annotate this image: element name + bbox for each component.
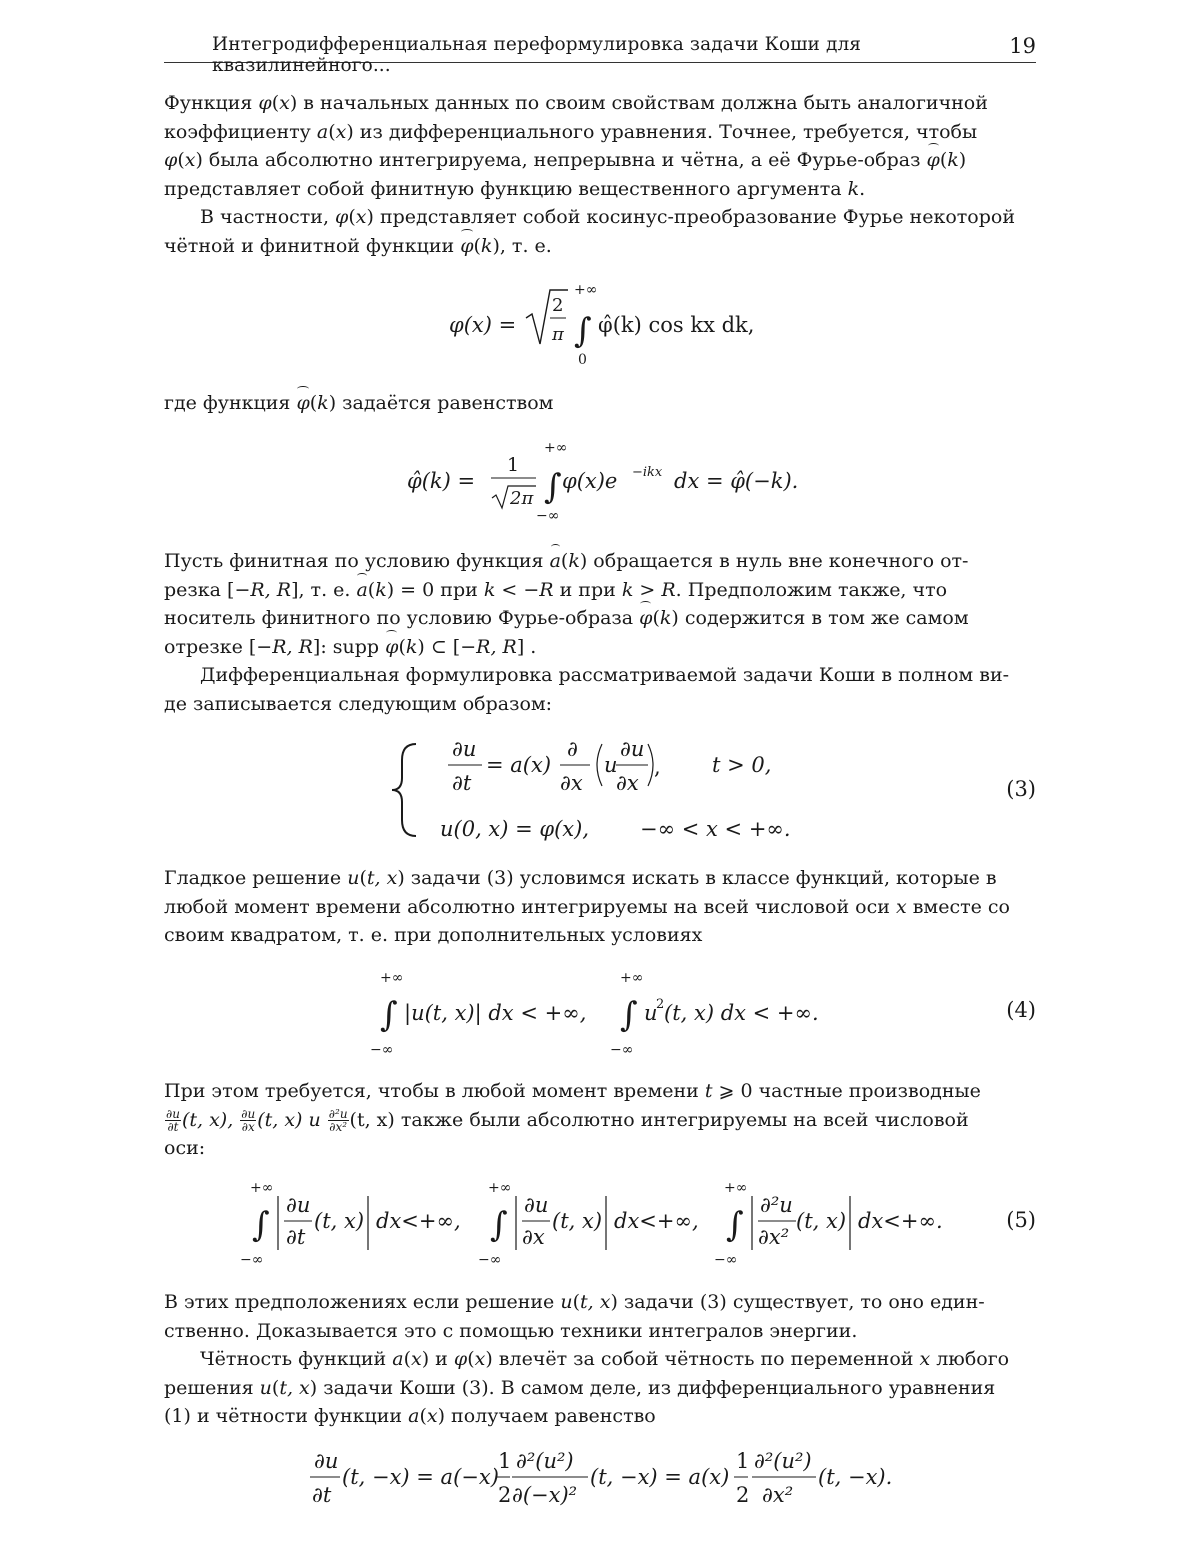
integral-sign: ∫	[490, 1205, 508, 1245]
svg-text:−∞: −∞	[478, 1252, 501, 1268]
paragraph-where: где функция φ(k) задаётся равенством	[164, 389, 1036, 418]
paragraph-smooth-solution: Гладкое решение u(t, x) задачи (3) условимся искать в классе функций, которые в любой момент времени абсолютно интегрируемы на всей числовой оси x вместе со своим квадратом, т. е. при дополнительных условиях	[164, 864, 1036, 950]
svg-text:∂x: ∂x	[560, 771, 583, 795]
svg-text:∂u: ∂u	[452, 737, 476, 761]
svg-text:∂x: ∂x	[522, 1225, 545, 1249]
svg-text:−ikx: −ikx	[632, 465, 663, 480]
svg-text:−∞: −∞	[370, 1042, 393, 1058]
page-number: 19	[1009, 34, 1036, 58]
svg-text:∂x²: ∂x²	[758, 1225, 789, 1249]
svg-text:φ̂(k) =: φ̂(k) =	[407, 469, 475, 493]
svg-text:∂x: ∂x	[616, 771, 639, 795]
svg-text:∂: ∂	[567, 737, 578, 761]
svg-text:+∞: +∞	[250, 1180, 273, 1196]
svg-text:∂²(u²): ∂²(u²)	[516, 1449, 574, 1473]
svg-text:+∞: +∞	[544, 440, 567, 456]
svg-text:∂t: ∂t	[312, 1483, 332, 1507]
svg-text:(t, x): (t, x)	[796, 1209, 846, 1233]
integral-sign: ∫	[252, 1205, 270, 1245]
svg-text:1: 1	[498, 1449, 511, 1473]
svg-text:∂(−x)²: ∂(−x)²	[512, 1483, 577, 1507]
svg-text:+∞: +∞	[488, 1180, 511, 1196]
svg-text:∂t: ∂t	[452, 771, 472, 795]
paragraph-finite-support: Пусть финитная по условию функция a(k) обращается в нуль вне конечного от- резка [−R, R], т. е. a(k) = 0 при k < −R и при k > R. Предположим также, что носитель финитного по условию Фурье-образа φ(k) содержится в том же самом отрезке [−R, R]: supp φ(k) ⊂ [−R, R] . Дифференциальная формулировка рассматриваемой задачи Коши в полном ви- де записывается следующим образом:	[164, 547, 1036, 719]
svg-text:(t, −x) = a(x): (t, −x) = a(x)	[590, 1465, 729, 1489]
svg-text:2: 2	[736, 1483, 749, 1507]
equation-4	[164, 968, 1036, 1060]
equation-evenness	[164, 1440, 1036, 1520]
equation-system-3	[164, 730, 1036, 850]
svg-text:dx<+∞,: dx<+∞,	[376, 1209, 461, 1233]
svg-text:u(0, x) = φ(x),: u(0, x) = φ(x),	[440, 817, 589, 841]
svg-text:π: π	[551, 324, 565, 345]
svg-text:∂²u: ∂²u	[760, 1193, 793, 1217]
equation-number: (3)	[1006, 777, 1036, 801]
equation-5	[164, 1178, 1036, 1270]
svg-text:−∞: −∞	[536, 508, 559, 524]
svg-text:1: 1	[507, 454, 519, 476]
svg-text:(t, −x).: (t, −x).	[818, 1465, 892, 1489]
svg-text:∂u: ∂u	[286, 1193, 310, 1217]
svg-text:−∞: −∞	[714, 1252, 737, 1268]
svg-text:,: ,	[654, 755, 661, 779]
svg-text:dx = φ̂(−k).: dx = φ̂(−k).	[674, 469, 798, 493]
integral-sign: ∫	[726, 1205, 744, 1245]
svg-text:∂²(u²): ∂²(u²)	[754, 1449, 812, 1473]
integral-term-2	[478, 1180, 699, 1268]
svg-text:t > 0,: t > 0,	[712, 753, 771, 777]
integral-sign: ∫	[620, 995, 638, 1035]
svg-text:|u(t, x)| dx < +∞,: |u(t, x)| dx < +∞,	[404, 1001, 586, 1026]
svg-text:−∞ < x < +∞.: −∞ < x < +∞.	[640, 817, 791, 841]
integral-sign: ∫	[544, 467, 562, 507]
svg-text:∂t: ∂t	[286, 1225, 306, 1249]
running-header	[164, 34, 1036, 63]
svg-text:∂u: ∂u	[314, 1449, 338, 1473]
svg-text:+∞: +∞	[724, 1180, 747, 1196]
integral-sign: ∫	[574, 311, 592, 351]
svg-text:(t, x): (t, x)	[314, 1209, 364, 1233]
svg-text:(t, x): (t, x)	[552, 1209, 602, 1233]
integral-sign: ∫	[380, 995, 398, 1035]
svg-text:2: 2	[552, 295, 563, 316]
equation-number: (4)	[1006, 998, 1036, 1022]
equation-cosine-transform	[164, 278, 1036, 370]
running-title: Интегродифференциальная переформулировка задачи Коши для квазилинейного...	[212, 34, 1036, 76]
svg-text:+∞: +∞	[380, 970, 403, 986]
paragraph-partial-derivatives: При этом требуется, чтобы в любой момент времени t ⩾ 0 частные производные ∂u ∂t (t, x), ∂u ∂x (t, x) и ∂²u ∂x² (t, x) также были абсолютно интегрируемы на всей числовой оси:	[164, 1077, 1036, 1163]
svg-text:(t, x) dx < +∞.: (t, x) dx < +∞.	[664, 1001, 819, 1025]
svg-text:∂x²: ∂x²	[762, 1483, 793, 1507]
fraction-d2u-dx2: ∂²u ∂x²	[328, 1108, 349, 1133]
svg-text:2π: 2π	[509, 488, 534, 509]
svg-text:(t, −x) = a(−x): (t, −x) = a(−x)	[342, 1465, 499, 1489]
left-brace	[392, 744, 416, 836]
svg-text:∂u: ∂u	[620, 737, 644, 761]
svg-text:2: 2	[498, 1483, 511, 1507]
svg-text:u: u	[644, 1001, 658, 1025]
svg-text:0: 0	[578, 352, 587, 368]
fraction-du-dx: ∂u ∂x	[240, 1108, 256, 1133]
svg-text:φ(x)e: φ(x)e	[562, 469, 617, 493]
equation-fourier-transform	[164, 440, 1036, 532]
svg-text:2: 2	[656, 997, 664, 1012]
svg-text:+∞: +∞	[574, 282, 597, 298]
integral-term-3	[714, 1180, 943, 1268]
paragraph-initial-data: Функция φ(x) в начальных данных по своим свойствам должна быть аналогичной коэффициенту a(x) из дифференциального уравнения. Точнее, требуется, чтобы φ(x) была абсолютно интегрируема, непрерывна и чётна, а её Фурье-образ φ(k) представляет собой финитную функцию вещественного аргумента k. В частности, φ(x) представляет собой косинус-преобразование Фурье некоторой чётной и финитной функции φ(k), т. е.	[164, 89, 1036, 261]
fraction-du-dt: ∂u ∂t	[165, 1108, 181, 1133]
svg-text:dx<+∞,: dx<+∞,	[614, 1209, 699, 1233]
svg-text:1: 1	[736, 1449, 749, 1473]
svg-text:= a(x): = a(x)	[486, 753, 551, 777]
svg-text:u: u	[604, 753, 618, 777]
equation-number: (5)	[1006, 1208, 1036, 1232]
svg-text:−∞: −∞	[240, 1252, 263, 1268]
svg-text:∂u: ∂u	[524, 1193, 548, 1217]
svg-text:+∞: +∞	[620, 970, 643, 986]
svg-text:−∞: −∞	[610, 1042, 633, 1058]
svg-text:φ(x) =: φ(x) =	[449, 313, 516, 337]
svg-text:φ̂(k) cos kx dk,: φ̂(k) cos kx dk,	[598, 313, 754, 337]
integral-term-1	[240, 1180, 461, 1268]
svg-text:dx<+∞.: dx<+∞.	[858, 1209, 943, 1233]
paragraph-uniqueness: В этих предположениях если решение u(t, x) задачи (3) существует, то оно един- ственно. Доказывается это с помощью техники интегралов энергии. Чётность функций a(x) и φ(x) влечёт за собой чётность по переменной x любого решения u(t, x) задачи Коши (3). В самом деле, из дифференциального уравнения (1) и чётности функции a(x) получаем равенство	[164, 1288, 1036, 1431]
